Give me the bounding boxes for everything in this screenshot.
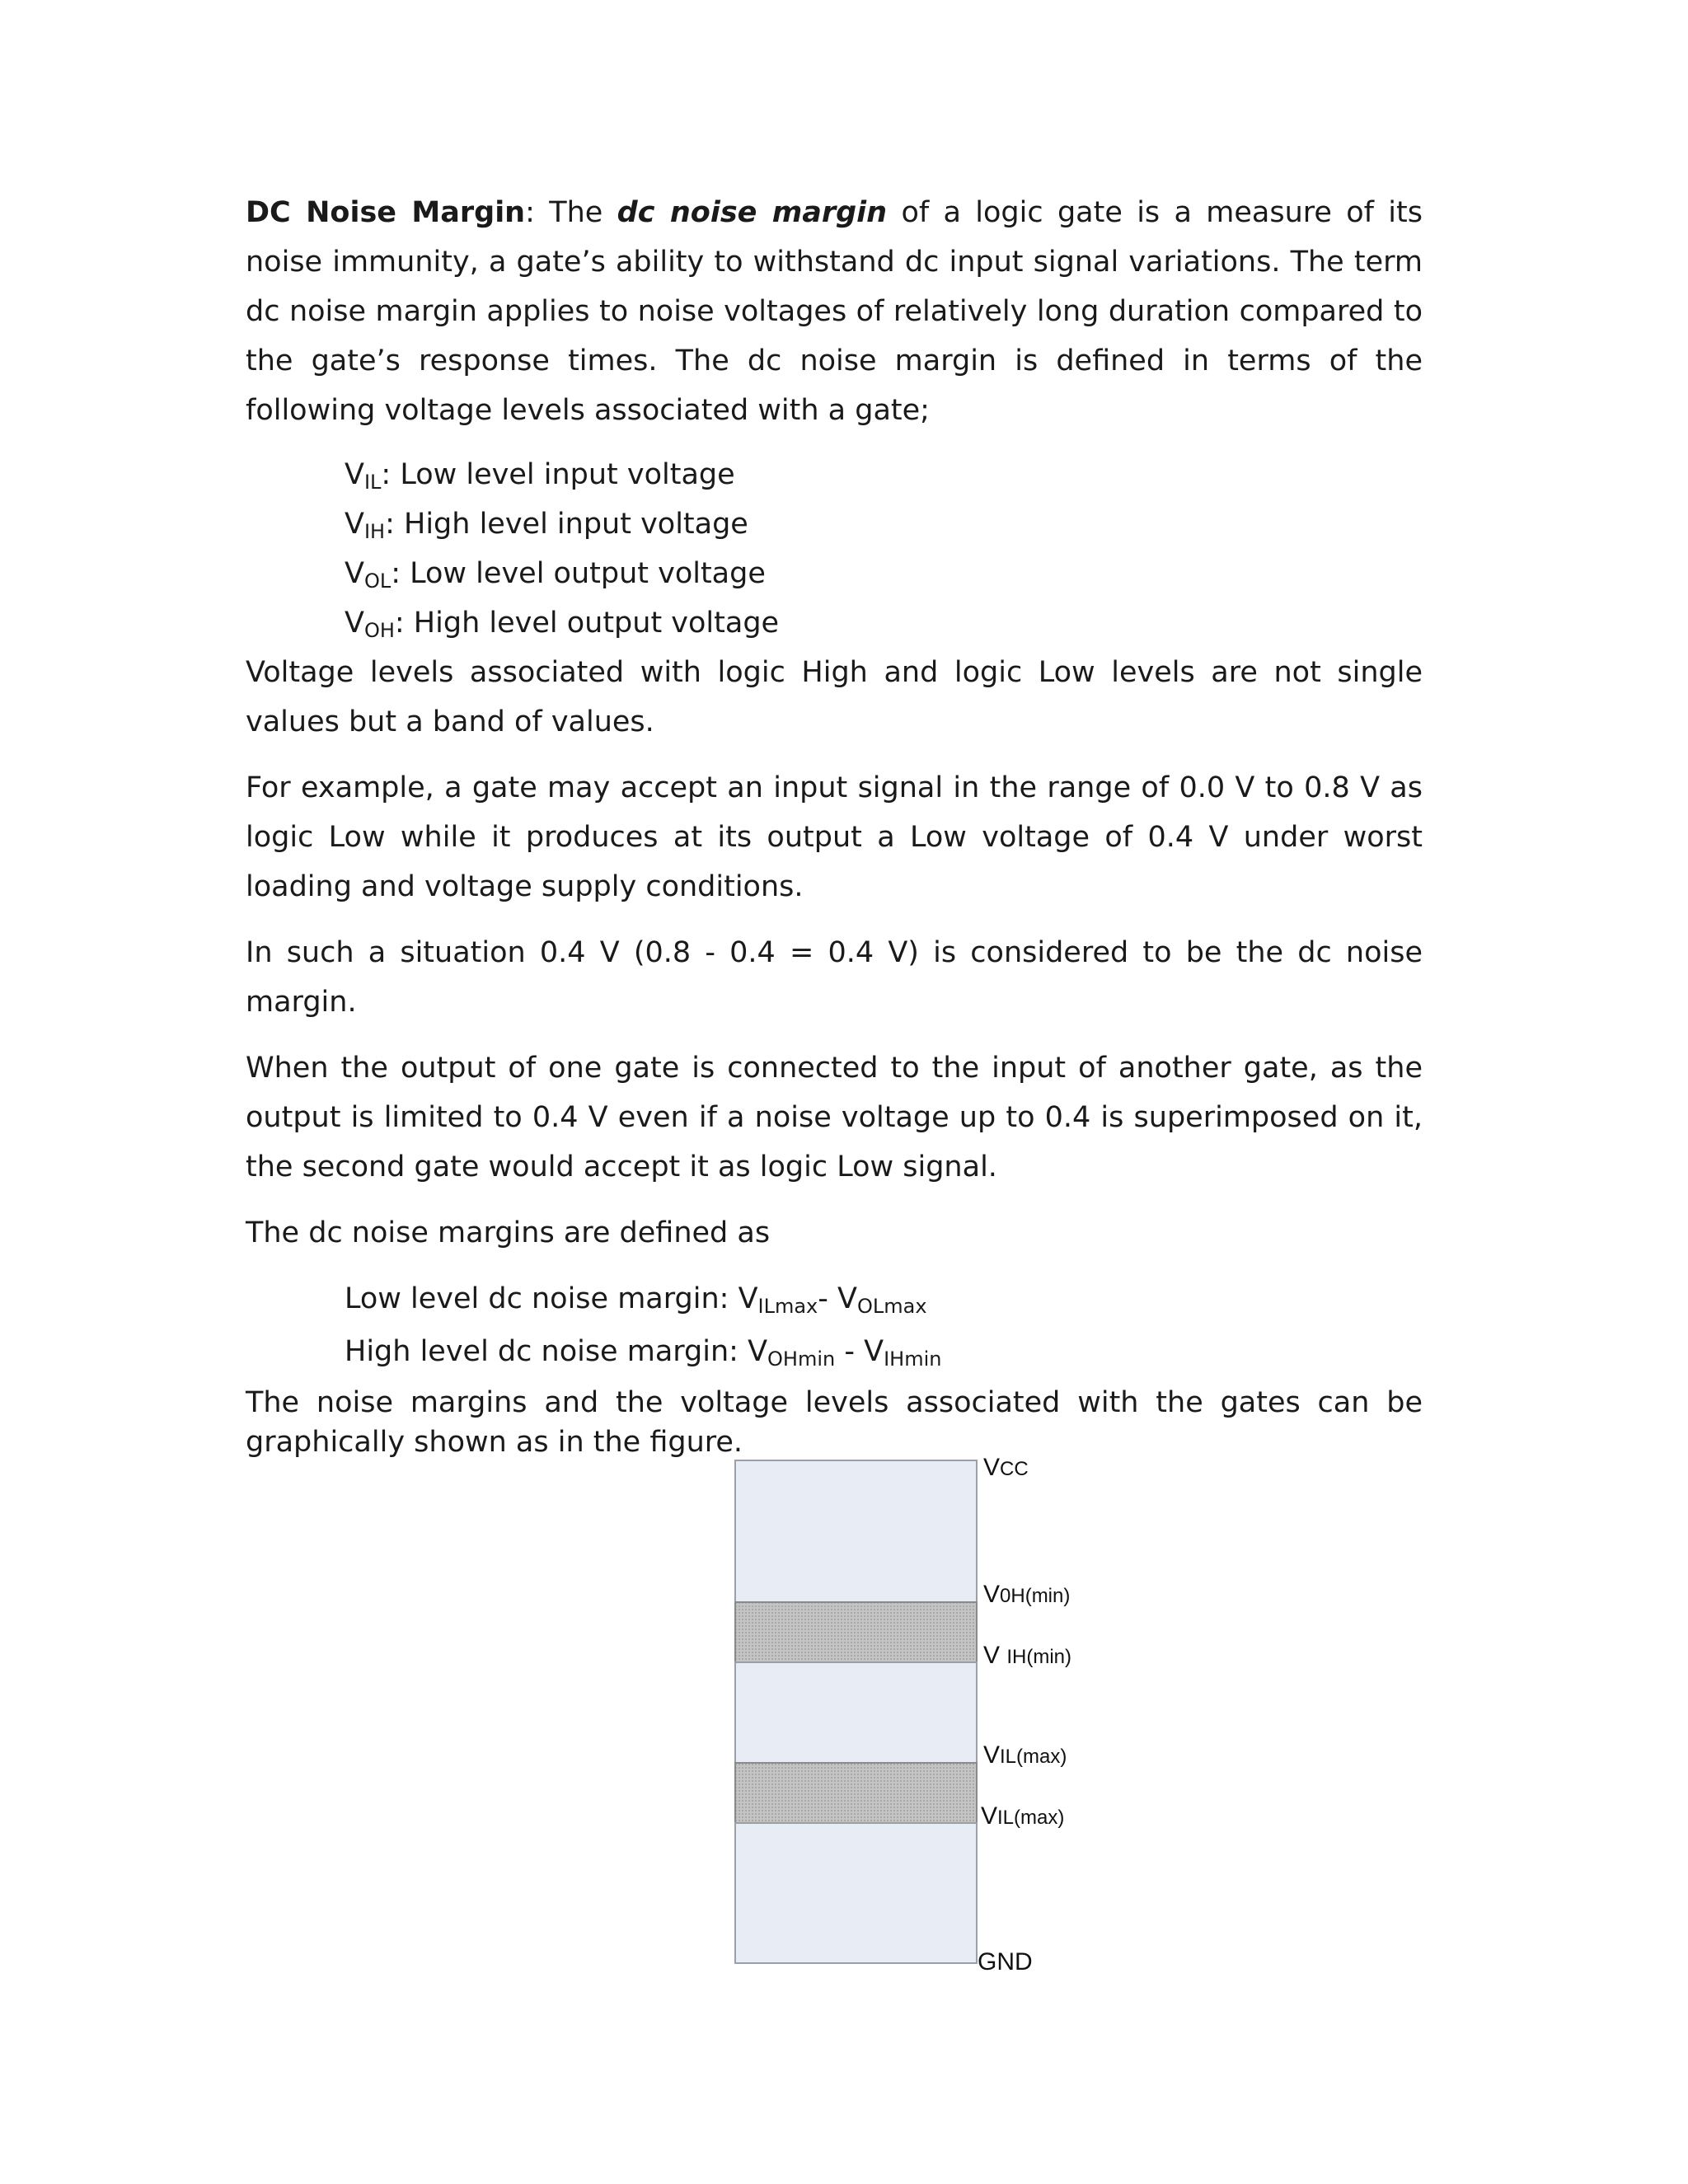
label-sub: IH(min)	[1006, 1646, 1072, 1668]
symbol: V	[837, 1282, 857, 1315]
definition-vil	[345, 450, 1423, 499]
defined-paragraph: The dc noise margins are defined as	[246, 1216, 771, 1249]
label-sub: 0H(min)	[1000, 1585, 1071, 1607]
label-vil-max-lower	[981, 1802, 1064, 1830]
label-main: V	[983, 1642, 1007, 1669]
subscript: IHmin	[884, 1347, 942, 1371]
subscript: IL	[363, 471, 382, 494]
symbol: V	[748, 1335, 768, 1368]
label-main: V	[983, 1581, 1001, 1608]
subscript: ILmax	[757, 1295, 818, 1318]
formula-label: High level dc noise margin:	[345, 1335, 748, 1368]
noise-margin-formulas	[345, 1272, 1423, 1378]
subscript: OL	[363, 569, 392, 593]
formula-label: Low level dc noise margin:	[345, 1282, 738, 1315]
example-paragraph: For example, a gate may accept an input signal in the range of 0.0 V to 0.8 V as logic Low while it produces at its output a Low voltage of 0.4 V under worst loading and voltage supply conditions.	[246, 771, 1423, 903]
symbol: V	[345, 607, 364, 640]
symbol: V	[738, 1282, 758, 1315]
subscript: OH	[363, 619, 395, 642]
operator: -	[818, 1282, 838, 1315]
definition-voh	[345, 598, 1423, 648]
connected-paragraph: When the output of one gate is connected to the input of another gate, as the output is limited to 0.4 V even if a noise voltage up to 0.4 is superimposed on it, the second gate would accept it as logic Low signal.	[246, 1052, 1423, 1183]
definition-text: : Low level input voltage	[381, 458, 735, 491]
definition-text: : High level output voltage	[394, 607, 780, 640]
document-body	[246, 188, 1423, 1462]
voltage-level-definitions	[345, 450, 1423, 648]
term-dc-noise-margin: dc noise margin	[617, 196, 888, 229]
label-sub: IL(max)	[997, 1807, 1065, 1829]
situation-paragraph: In such a situation 0.4 V (0.8 - 0.4 = 0.4 V) is considered to be the dc noise margin.	[246, 936, 1423, 1019]
symbol: V	[864, 1335, 884, 1368]
subscript: OLmax	[856, 1295, 927, 1318]
label-voh-min	[983, 1581, 1070, 1609]
low-level-band	[735, 1823, 977, 1963]
definition-vih	[345, 499, 1423, 549]
high-noise-margin-band	[735, 1602, 977, 1662]
label-sub: CC	[1000, 1458, 1029, 1480]
intro-text: of a logic gate is a measure of its noise immunity, a gate’s ability to withstand dc input signal variations. The term dc noise margin applies to noise voltages of relatively long duration compared to the gate’s response times. The dc noise margin is defined in terms of the following voltage levels associated with a gate;	[246, 196, 1423, 427]
low-level-margin	[345, 1272, 1423, 1325]
figure-intro-paragraph: The noise margins and the voltage levels associated with the gates can be graphically shown as in the figure.	[246, 1386, 1423, 1459]
label-main: V	[983, 1741, 1001, 1769]
high-level-margin	[345, 1325, 1423, 1378]
subscript: IH	[363, 520, 386, 543]
label-sub: IL(max)	[1000, 1746, 1067, 1768]
label-vil-max-upper	[983, 1741, 1067, 1769]
label-gnd: GND	[978, 1948, 1033, 1975]
definition-vol	[345, 549, 1423, 598]
symbol: V	[345, 508, 364, 541]
undefined-region-band	[735, 1662, 977, 1763]
definition-text: : High level input voltage	[385, 508, 748, 541]
heading: DC Noise Margin	[246, 196, 526, 229]
bands-paragraph: Voltage levels associated with logic High and logic Low levels are not single values but a band of values.	[246, 656, 1423, 738]
low-noise-margin-band	[735, 1763, 977, 1823]
symbol: V	[345, 458, 364, 491]
subscript: OHmin	[767, 1347, 836, 1371]
high-level-band	[735, 1460, 977, 1602]
heading-separator: : The	[525, 196, 617, 229]
symbol: V	[345, 557, 364, 590]
label-vih-min	[983, 1642, 1071, 1670]
definition-text: : Low level output voltage	[391, 557, 766, 590]
operator: -	[835, 1335, 865, 1368]
label-main: V	[981, 1802, 998, 1830]
label-main: V	[983, 1454, 1001, 1481]
intro-paragraph	[246, 188, 1423, 435]
